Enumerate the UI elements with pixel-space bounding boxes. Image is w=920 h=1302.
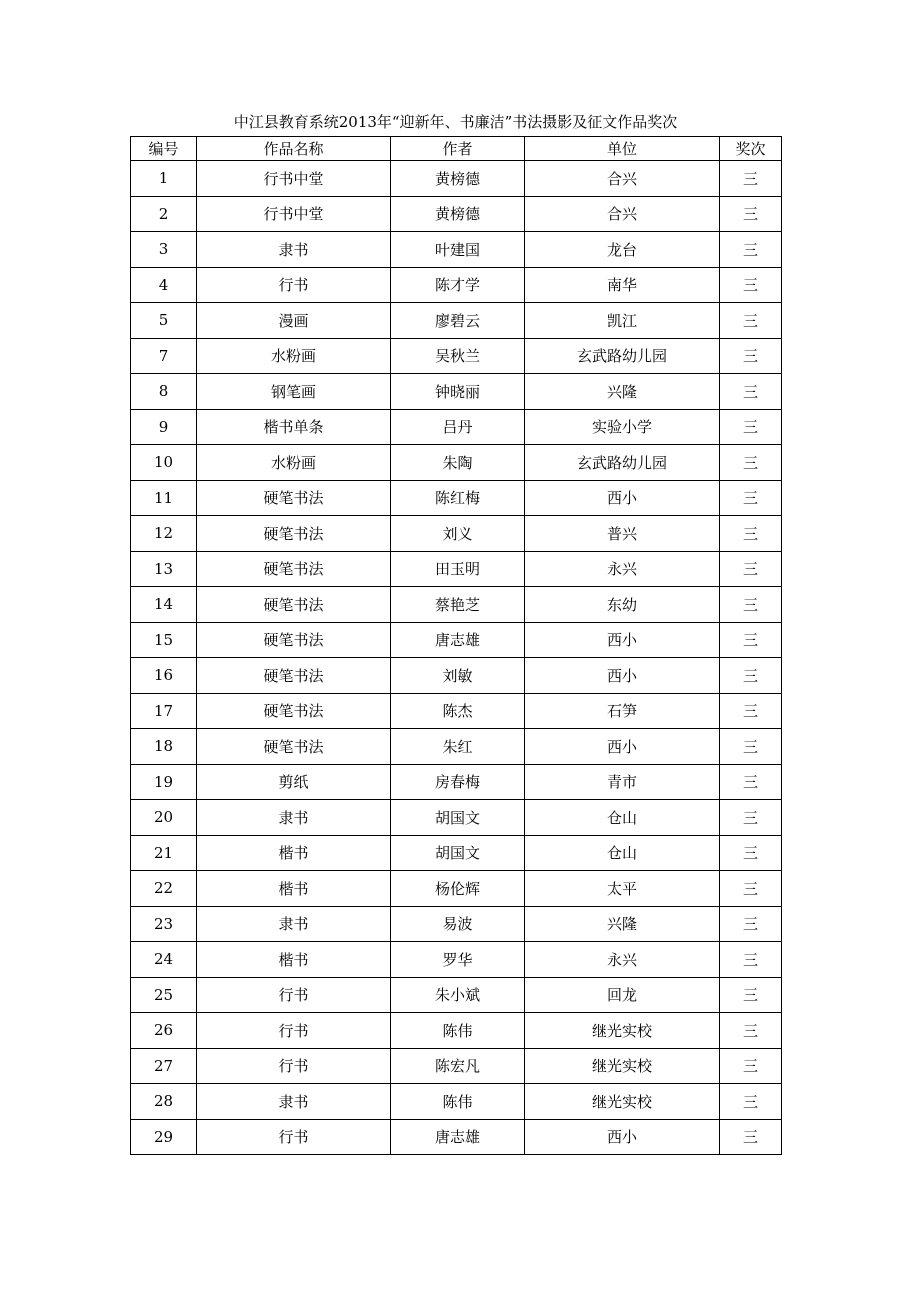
cell-work-name: 隶书: [197, 1084, 391, 1120]
cell-work-name: 硬笔书法: [197, 480, 391, 516]
cell-work-name: 硬笔书法: [197, 729, 391, 765]
cell-unit: 南华: [525, 267, 720, 303]
cell-award: 三: [720, 196, 782, 232]
cell-unit: 西小: [525, 480, 720, 516]
cell-award: 三: [720, 729, 782, 765]
cell-award: 三: [720, 161, 782, 197]
cell-work-name: 行书中堂: [197, 161, 391, 197]
cell-number: 1: [131, 161, 197, 197]
cell-award: 三: [720, 835, 782, 871]
cell-unit: 实验小学: [525, 409, 720, 445]
cell-number: 28: [131, 1084, 197, 1120]
awards-table: [130, 136, 782, 1155]
cell-unit: 仓山: [525, 800, 720, 836]
cell-unit: 继光实校: [525, 1013, 720, 1049]
cell-work-name: 楷书: [197, 942, 391, 978]
table-row: [131, 587, 782, 623]
table-row: [131, 161, 782, 197]
cell-work-name: 硬笔书法: [197, 516, 391, 552]
page-title: 中江县教育系统2013年“迎新年、书廉洁”书法摄影及征文作品奖次: [233, 113, 678, 131]
cell-award: 三: [720, 445, 782, 481]
cell-unit: 仓山: [525, 835, 720, 871]
cell-author: 钟晓丽: [391, 374, 525, 410]
cell-award: 三: [720, 1119, 782, 1155]
cell-author: 叶建国: [391, 232, 525, 268]
cell-award: 三: [720, 906, 782, 942]
table-row: [131, 480, 782, 516]
cell-unit: 玄武路幼儿园: [525, 445, 720, 481]
cell-number: 27: [131, 1048, 197, 1084]
cell-work-name: 硬笔书法: [197, 658, 391, 694]
table-row: [131, 1013, 782, 1049]
cell-work-name: 隶书: [197, 232, 391, 268]
cell-author: 朱陶: [391, 445, 525, 481]
cell-number: 7: [131, 338, 197, 374]
cell-author: 朱小斌: [391, 977, 525, 1013]
cell-author: 黄榜德: [391, 161, 525, 197]
cell-unit: 永兴: [525, 551, 720, 587]
table-row: [131, 835, 782, 871]
cell-work-name: 楷书: [197, 835, 391, 871]
table-row: [131, 445, 782, 481]
cell-work-name: 漫画: [197, 303, 391, 339]
cell-work-name: 行书中堂: [197, 196, 391, 232]
table-row: [131, 800, 782, 836]
table-row: [131, 693, 782, 729]
cell-author: 唐志雄: [391, 622, 525, 658]
cell-unit: 青市: [525, 764, 720, 800]
cell-work-name: 隶书: [197, 800, 391, 836]
cell-unit: 继光实校: [525, 1048, 720, 1084]
cell-number: 20: [131, 800, 197, 836]
cell-unit: 西小: [525, 1119, 720, 1155]
cell-work-name: 硬笔书法: [197, 551, 391, 587]
cell-author: 杨伦辉: [391, 871, 525, 907]
table-row: [131, 622, 782, 658]
cell-number: 26: [131, 1013, 197, 1049]
cell-unit: 回龙: [525, 977, 720, 1013]
cell-unit: 东幼: [525, 587, 720, 623]
header-unit: 单位: [525, 137, 720, 161]
cell-unit: 合兴: [525, 196, 720, 232]
cell-number: 15: [131, 622, 197, 658]
table-row: [131, 374, 782, 410]
cell-award: 三: [720, 693, 782, 729]
cell-award: 三: [720, 658, 782, 694]
cell-award: 三: [720, 764, 782, 800]
table-row: [131, 551, 782, 587]
cell-award: 三: [720, 587, 782, 623]
cell-award: 三: [720, 1013, 782, 1049]
cell-unit: 普兴: [525, 516, 720, 552]
cell-award: 三: [720, 374, 782, 410]
cell-author: 蔡艳芝: [391, 587, 525, 623]
cell-work-name: 剪纸: [197, 764, 391, 800]
cell-unit: 太平: [525, 871, 720, 907]
table-row: [131, 409, 782, 445]
table-row: [131, 871, 782, 907]
table-row: [131, 764, 782, 800]
cell-work-name: 硬笔书法: [197, 693, 391, 729]
table-row: [131, 338, 782, 374]
cell-number: 9: [131, 409, 197, 445]
cell-number: 24: [131, 942, 197, 978]
cell-author: 黄榜德: [391, 196, 525, 232]
cell-number: 10: [131, 445, 197, 481]
cell-number: 13: [131, 551, 197, 587]
cell-award: 三: [720, 977, 782, 1013]
table-row: [131, 267, 782, 303]
table-row: [131, 196, 782, 232]
header-number: 编号: [131, 137, 197, 161]
table-row: [131, 942, 782, 978]
cell-award: 三: [720, 409, 782, 445]
cell-number: 22: [131, 871, 197, 907]
cell-number: 2: [131, 196, 197, 232]
cell-number: 23: [131, 906, 197, 942]
cell-author: 吕丹: [391, 409, 525, 445]
cell-unit: 凯江: [525, 303, 720, 339]
cell-author: 胡国文: [391, 800, 525, 836]
cell-number: 18: [131, 729, 197, 765]
cell-author: 朱红: [391, 729, 525, 765]
cell-work-name: 水粉画: [197, 445, 391, 481]
cell-work-name: 行书: [197, 1119, 391, 1155]
cell-work-name: 硬笔书法: [197, 587, 391, 623]
cell-author: 房春梅: [391, 764, 525, 800]
cell-work-name: 楷书: [197, 871, 391, 907]
header-work-name: 作品名称: [197, 137, 391, 161]
table-body: [131, 161, 782, 1155]
cell-number: 19: [131, 764, 197, 800]
table-row: [131, 658, 782, 694]
cell-work-name: 行书: [197, 267, 391, 303]
cell-work-name: 水粉画: [197, 338, 391, 374]
cell-number: 12: [131, 516, 197, 552]
cell-unit: 合兴: [525, 161, 720, 197]
cell-author: 刘敏: [391, 658, 525, 694]
header-author: 作者: [391, 137, 525, 161]
table-row: [131, 906, 782, 942]
cell-work-name: 硬笔书法: [197, 622, 391, 658]
cell-number: 17: [131, 693, 197, 729]
cell-award: 三: [720, 338, 782, 374]
cell-number: 3: [131, 232, 197, 268]
cell-unit: 玄武路幼儿园: [525, 338, 720, 374]
table-header-row: [131, 137, 782, 161]
cell-author: 陈红梅: [391, 480, 525, 516]
cell-award: 三: [720, 800, 782, 836]
cell-award: 三: [720, 267, 782, 303]
cell-author: 陈才学: [391, 267, 525, 303]
cell-award: 三: [720, 871, 782, 907]
cell-unit: 永兴: [525, 942, 720, 978]
cell-work-name: 行书: [197, 1013, 391, 1049]
cell-number: 5: [131, 303, 197, 339]
cell-author: 陈伟: [391, 1013, 525, 1049]
cell-work-name: 楷书单条: [197, 409, 391, 445]
cell-author: 陈宏凡: [391, 1048, 525, 1084]
cell-unit: 西小: [525, 658, 720, 694]
cell-author: 吴秋兰: [391, 338, 525, 374]
cell-author: 廖碧云: [391, 303, 525, 339]
cell-author: 田玉明: [391, 551, 525, 587]
cell-work-name: 钢笔画: [197, 374, 391, 410]
cell-award: 三: [720, 1048, 782, 1084]
cell-work-name: 行书: [197, 977, 391, 1013]
cell-unit: 兴隆: [525, 906, 720, 942]
cell-unit: 龙台: [525, 232, 720, 268]
header-award: 奖次: [720, 137, 782, 161]
table-row: [131, 729, 782, 765]
cell-number: 4: [131, 267, 197, 303]
cell-author: 唐志雄: [391, 1119, 525, 1155]
table-row: [131, 303, 782, 339]
table-row: [131, 1119, 782, 1155]
cell-award: 三: [720, 303, 782, 339]
cell-work-name: 隶书: [197, 906, 391, 942]
cell-author: 陈伟: [391, 1084, 525, 1120]
cell-unit: 西小: [525, 729, 720, 765]
cell-author: 胡国文: [391, 835, 525, 871]
cell-number: 21: [131, 835, 197, 871]
cell-unit: 继光实校: [525, 1084, 720, 1120]
table-row: [131, 1048, 782, 1084]
cell-work-name: 行书: [197, 1048, 391, 1084]
cell-award: 三: [720, 551, 782, 587]
cell-author: 刘义: [391, 516, 525, 552]
cell-unit: 西小: [525, 622, 720, 658]
cell-unit: 兴隆: [525, 374, 720, 410]
cell-number: 14: [131, 587, 197, 623]
cell-award: 三: [720, 942, 782, 978]
cell-author: 罗华: [391, 942, 525, 978]
cell-number: 25: [131, 977, 197, 1013]
cell-award: 三: [720, 1084, 782, 1120]
table-row: [131, 977, 782, 1013]
cell-award: 三: [720, 232, 782, 268]
cell-author: 陈杰: [391, 693, 525, 729]
cell-author: 易波: [391, 906, 525, 942]
cell-award: 三: [720, 622, 782, 658]
cell-number: 16: [131, 658, 197, 694]
cell-number: 8: [131, 374, 197, 410]
table-row: [131, 232, 782, 268]
cell-award: 三: [720, 480, 782, 516]
cell-number: 11: [131, 480, 197, 516]
cell-unit: 石笋: [525, 693, 720, 729]
table-row: [131, 1084, 782, 1120]
table-row: [131, 516, 782, 552]
cell-award: 三: [720, 516, 782, 552]
cell-number: 29: [131, 1119, 197, 1155]
